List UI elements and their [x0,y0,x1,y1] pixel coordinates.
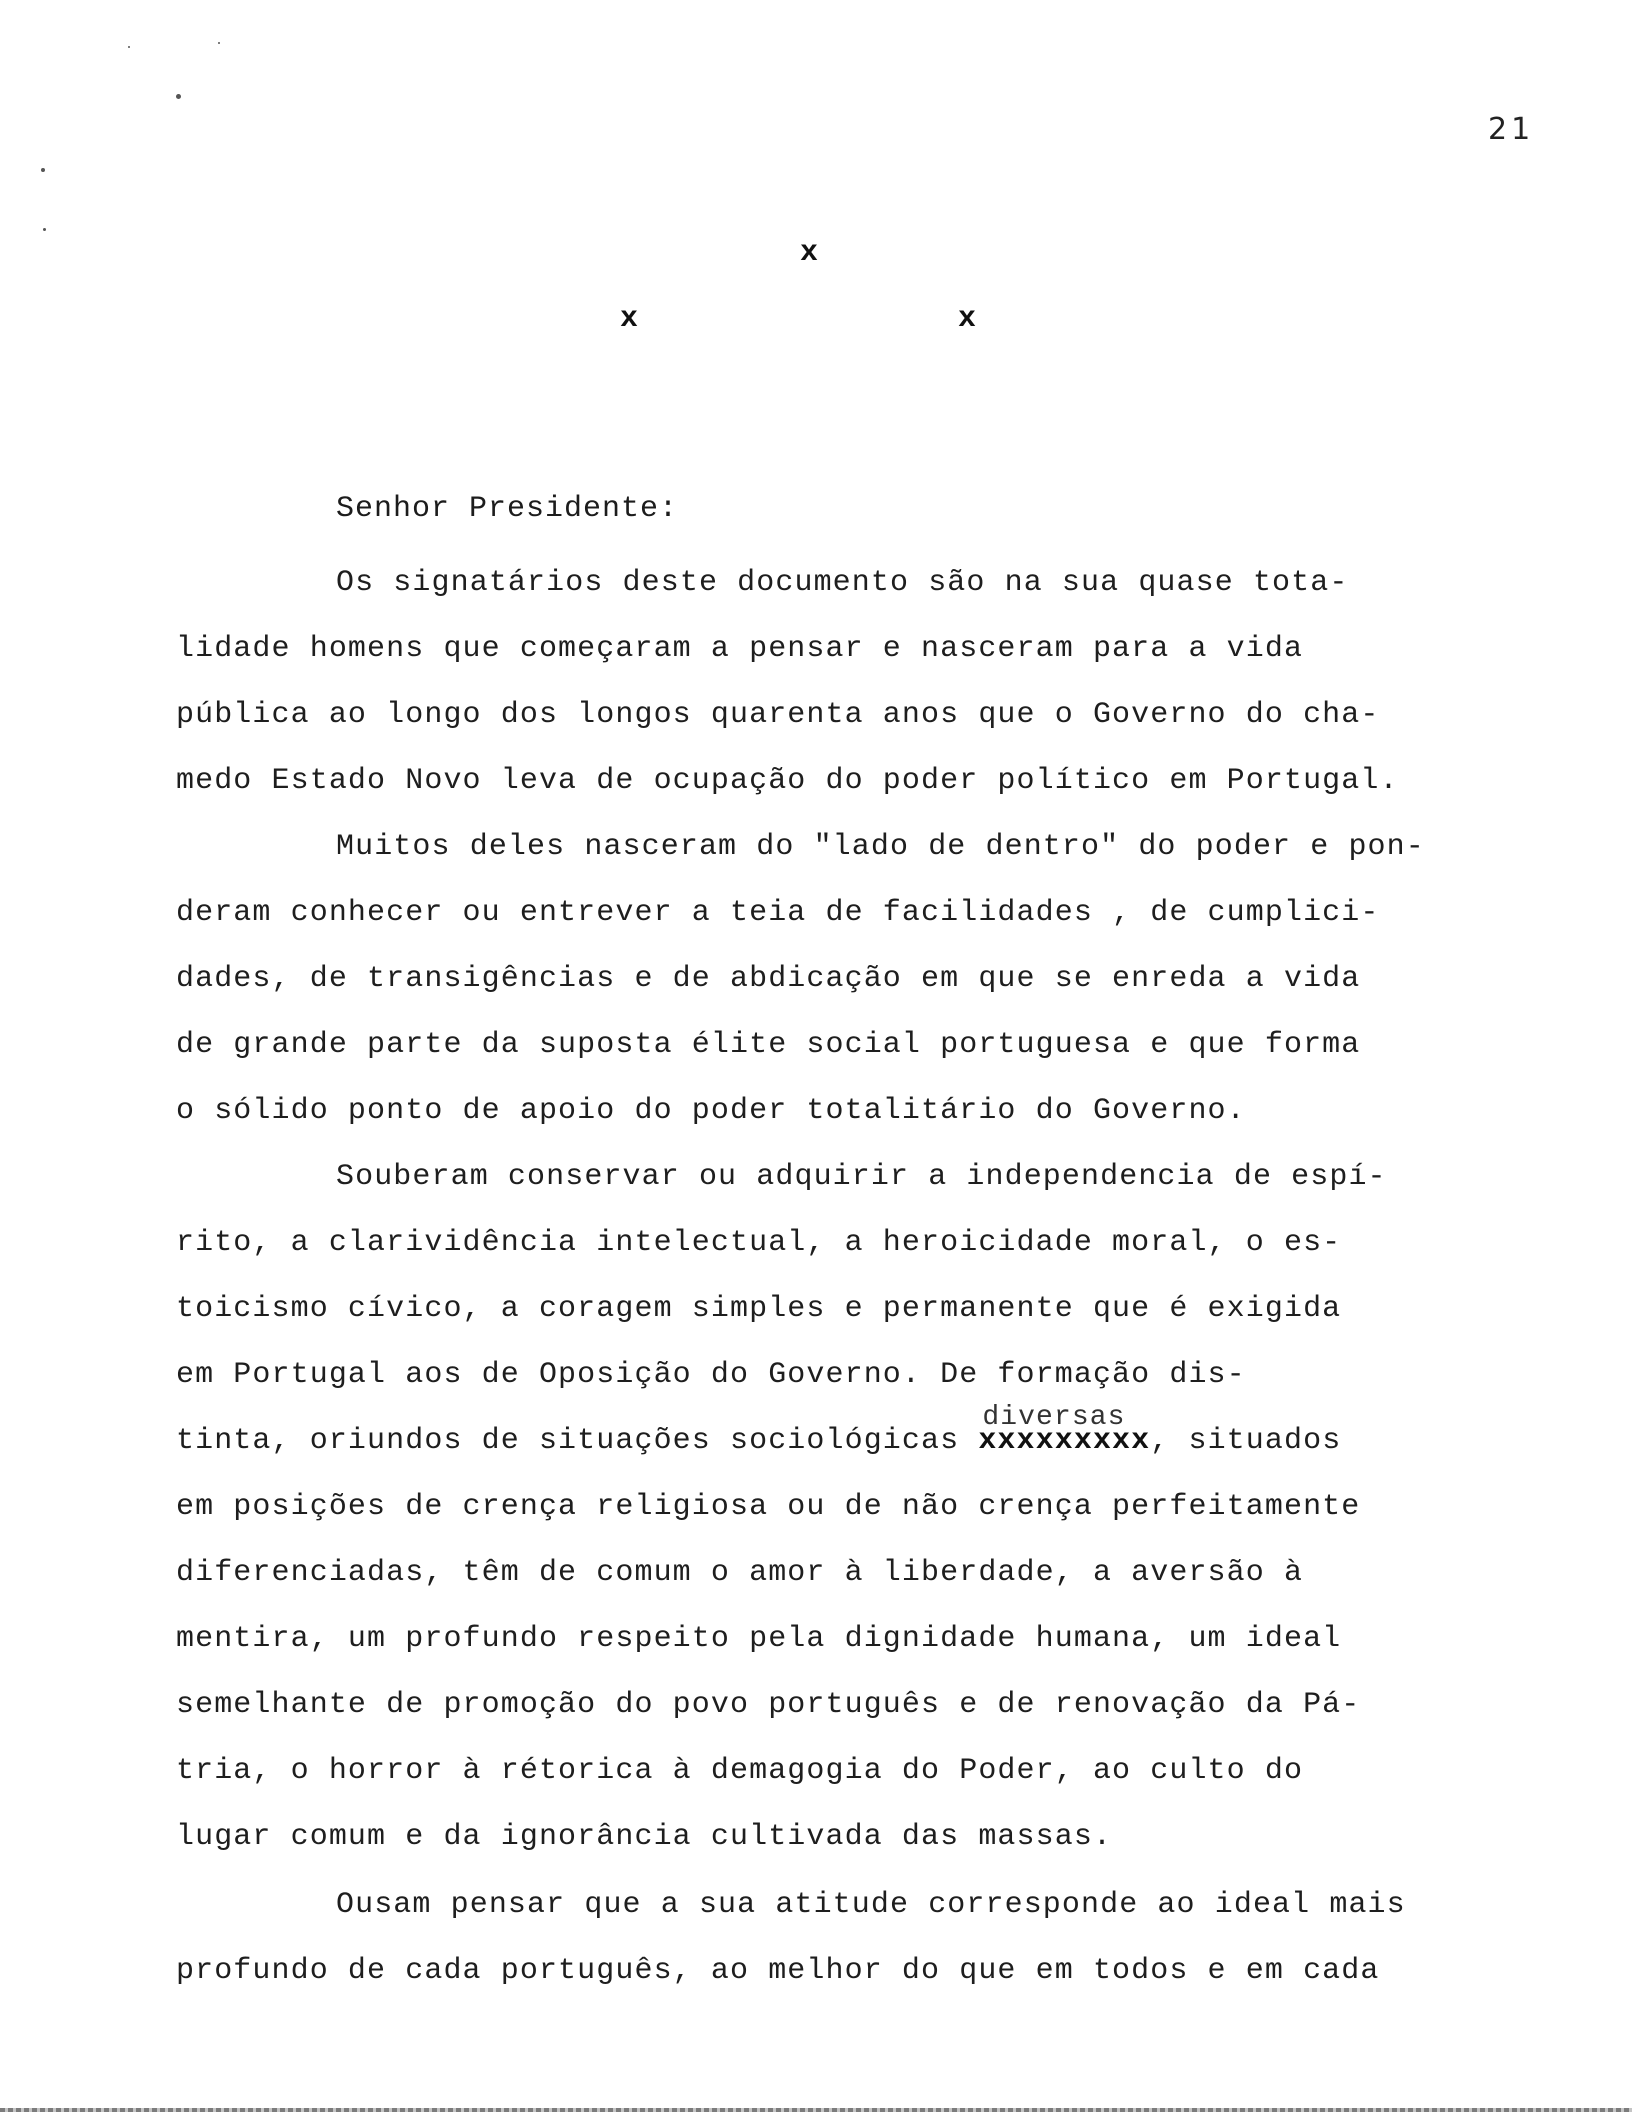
body-line: toicismo cívico, a coragem simples e permanente que é exigida [176,1292,1342,1326]
body-line: Os signatários deste documento são na sua quase tota- [336,566,1349,600]
line-text-after-correction: , situados [1150,1424,1342,1458]
body-line: de grande parte da suposta élite social portuguesa e que forma [176,1028,1361,1062]
body-line: medo Estado Novo leva de ocupação do poder político em Portugal. [176,764,1399,798]
body-line: profundo de cada português, ao melhor do que em todos e em cada [176,1954,1380,1988]
body-line: dades, de transigências e de abdicação em que se enreda a vida [176,962,1361,996]
body-line: deram conhecer ou entrever a teia de facilidades , de cumplici- [176,896,1380,930]
body-line: em posições de crença religiosa ou de não crença perfeitamente [176,1490,1361,1524]
body-line: lidade homens que começaram a pensar e nasceram para a vida [176,632,1304,666]
scan-speck [41,168,45,172]
body-line: pública ao longo dos longos quarenta anos que o Governo do cha- [176,698,1380,732]
salutation: Senhor Presidente: [336,492,679,526]
scan-bottom-edge [0,2108,1632,2112]
body-line: lugar comum e da ignorância cultivada das massas. [176,1820,1113,1854]
section-mark: x [958,302,977,336]
struck-out-word: xxxxxxxxx [978,1424,1151,1458]
body-line: Ousam pensar que a sua atitude corresponde ao ideal mais [336,1888,1406,1922]
body-line: Souberam conservar ou adquirir a independencia de espí- [336,1160,1387,1194]
body-line-with-correction [176,1402,1342,1458]
body-line: o sólido ponto de apoio do poder totalitário do Governo. [176,1094,1246,1128]
body-line: rito, a clarividência intelectual, a heroicidade moral, o es- [176,1226,1342,1260]
scan-speck [43,228,46,231]
page-number: 21 [1488,112,1535,147]
scan-speck [128,46,130,48]
typewriter-correction [978,1402,1151,1458]
body-line: tria, o horror à rétorica à demagogia do Poder, ao culto do [176,1754,1304,1788]
scan-speck [176,94,181,99]
line-text-before-correction: tinta, oriundos de situações sociológicas [176,1424,979,1458]
body-line: mentira, um profundo respeito pela dignidade humana, um ideal [176,1622,1342,1656]
scan-speck [218,42,220,44]
inserted-word: diversas [982,1402,1126,1433]
body-line: semelhante de promoção do povo português e de renovação da Pá- [176,1688,1361,1722]
body-line: diferenciadas, têm de comum o amor à liberdade, a aversão à [176,1556,1304,1590]
section-mark: x [800,236,819,270]
body-line: Muitos deles nasceram do "lado de dentro" do poder e pon- [336,830,1425,864]
body-line: em Portugal aos de Oposição do Governo. De formação dis- [176,1358,1246,1392]
section-mark: x [620,302,639,336]
